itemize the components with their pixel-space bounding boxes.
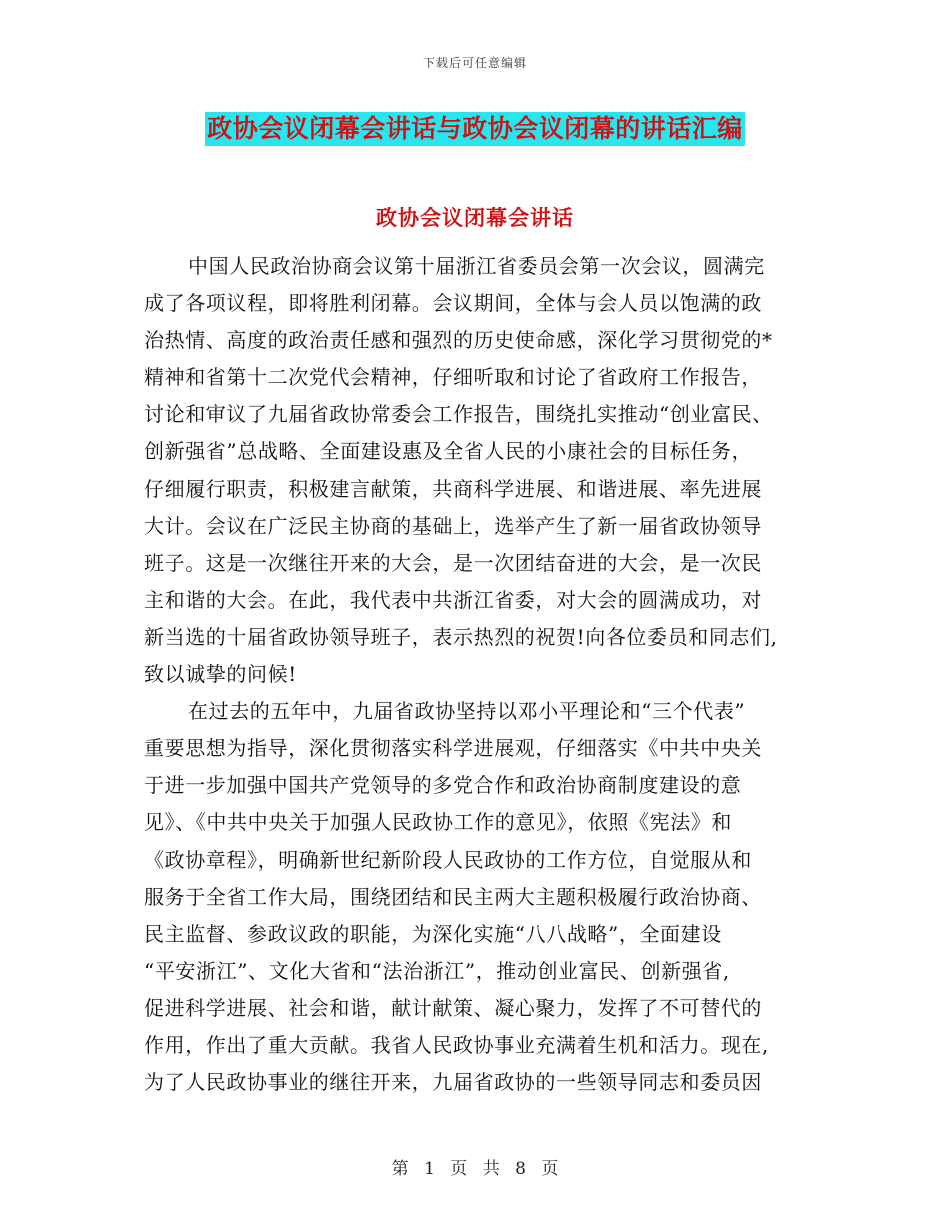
paragraph-line: “平安浙江”、文化大省和“法治浙江”，推动创业富民、创新强省, [144, 958, 730, 983]
footer-total-prefix: 共 [482, 1159, 500, 1179]
paragraph-line: 于进一步加强中国共产党领导的多党合作和政治协商制度建设的意 [144, 773, 742, 798]
footer-current-page: 1 [424, 1159, 435, 1179]
main-title-container [0, 112, 950, 146]
paragraph-line: 促进科学进展、社会和谐，献计献策、凝心聚力，发挥了不可替代的 [144, 995, 762, 1020]
paragraph-line: 仔细履行职责，积极建言献策，共商科学进展、和谐进展、率先进展 [144, 476, 762, 501]
paragraph-line: 创新强省”总战略、全面建设惠及全省人民的小康社会的目标任务， [144, 439, 753, 464]
paragraph-line: 大计。会议在广泛民主协商的基础上，选举产生了新一届省政协领导 [144, 513, 762, 538]
paragraph-line: 在过去的五年中，九届省政协坚持以邓小平理论和“三个代表” [188, 699, 746, 724]
document-body [144, 248, 824, 1101]
paragraph-line: 讨论和审议了九届省政协常委会工作报告，围绕扎实推动“创业富民、 [144, 402, 773, 427]
paragraph-line: 《政协章程》，明确新世纪新阶段人民政协的工作方位，自觉服从和 [144, 847, 752, 872]
paragraph-line: 精神和省第十二次党代会精神，仔细听取和讨论了省政府工作报告， [144, 365, 762, 390]
paragraph-line: 重要思想为指导，深化贯彻落实科学进展观，仔细落实《中共中央关 [144, 736, 762, 761]
page-footer [0, 1154, 950, 1179]
paragraph-line: 新当选的十届省政协领导班子，表示热烈的祝贺!向各位委员和同志们, [144, 624, 778, 649]
section-title: 政协会议闭幕会讲话 [376, 206, 574, 230]
main-title: 政协会议闭幕会讲话与政协会议闭幕的讲话汇编 [205, 112, 745, 146]
paragraph-line: 班子。这是一次继往开来的大会，是一次团结奋进的大会，是一次民 [144, 550, 762, 575]
paragraph-line: 主和谐的大会。在此，我代表中共浙江省委，对大会的圆满成功，对 [144, 587, 762, 612]
paragraph-line: 致以诚挚的问候! [144, 662, 297, 687]
paragraph-line: 见》、《中共中央关于加强人民政协工作的意见》，依照《宪法》和 [144, 810, 732, 835]
footer-prefix: 第 [391, 1159, 409, 1179]
paragraph-line: 服务于全省工作大局，围绕团结和民主两大主题积极履行政治协商、 [144, 884, 762, 909]
paragraph-line: 治热情、高度的政治责任感和强烈的历史使命感，深化学习贯彻党的* [144, 328, 773, 353]
paragraph-line: 作用，作出了重大贡献。我省人民政协事业充满着生机和活力。现在, [144, 1032, 769, 1057]
footer-total-pages: 8 [515, 1159, 526, 1179]
paragraph-line: 为了人民政协事业的继往开来，九届省政协的一些领导同志和委员因 [144, 1070, 762, 1095]
footer-total-label: 页 [541, 1159, 559, 1179]
footer-page-label: 页 [450, 1159, 468, 1179]
paragraph-line: 中国人民政治协商会议第十届浙江省委员会第一次会议，圆满完 [188, 254, 765, 278]
header-note: 下载后可任意编辑 [422, 56, 527, 70]
paragraph-line: 成了各项议程，即将胜利闭幕。会议期间，全体与会人员以饱满的政 [144, 291, 762, 316]
paragraph-line: 民主监督、参政议政的职能，为深化实施“八八战略”，全面建设 [144, 921, 722, 946]
